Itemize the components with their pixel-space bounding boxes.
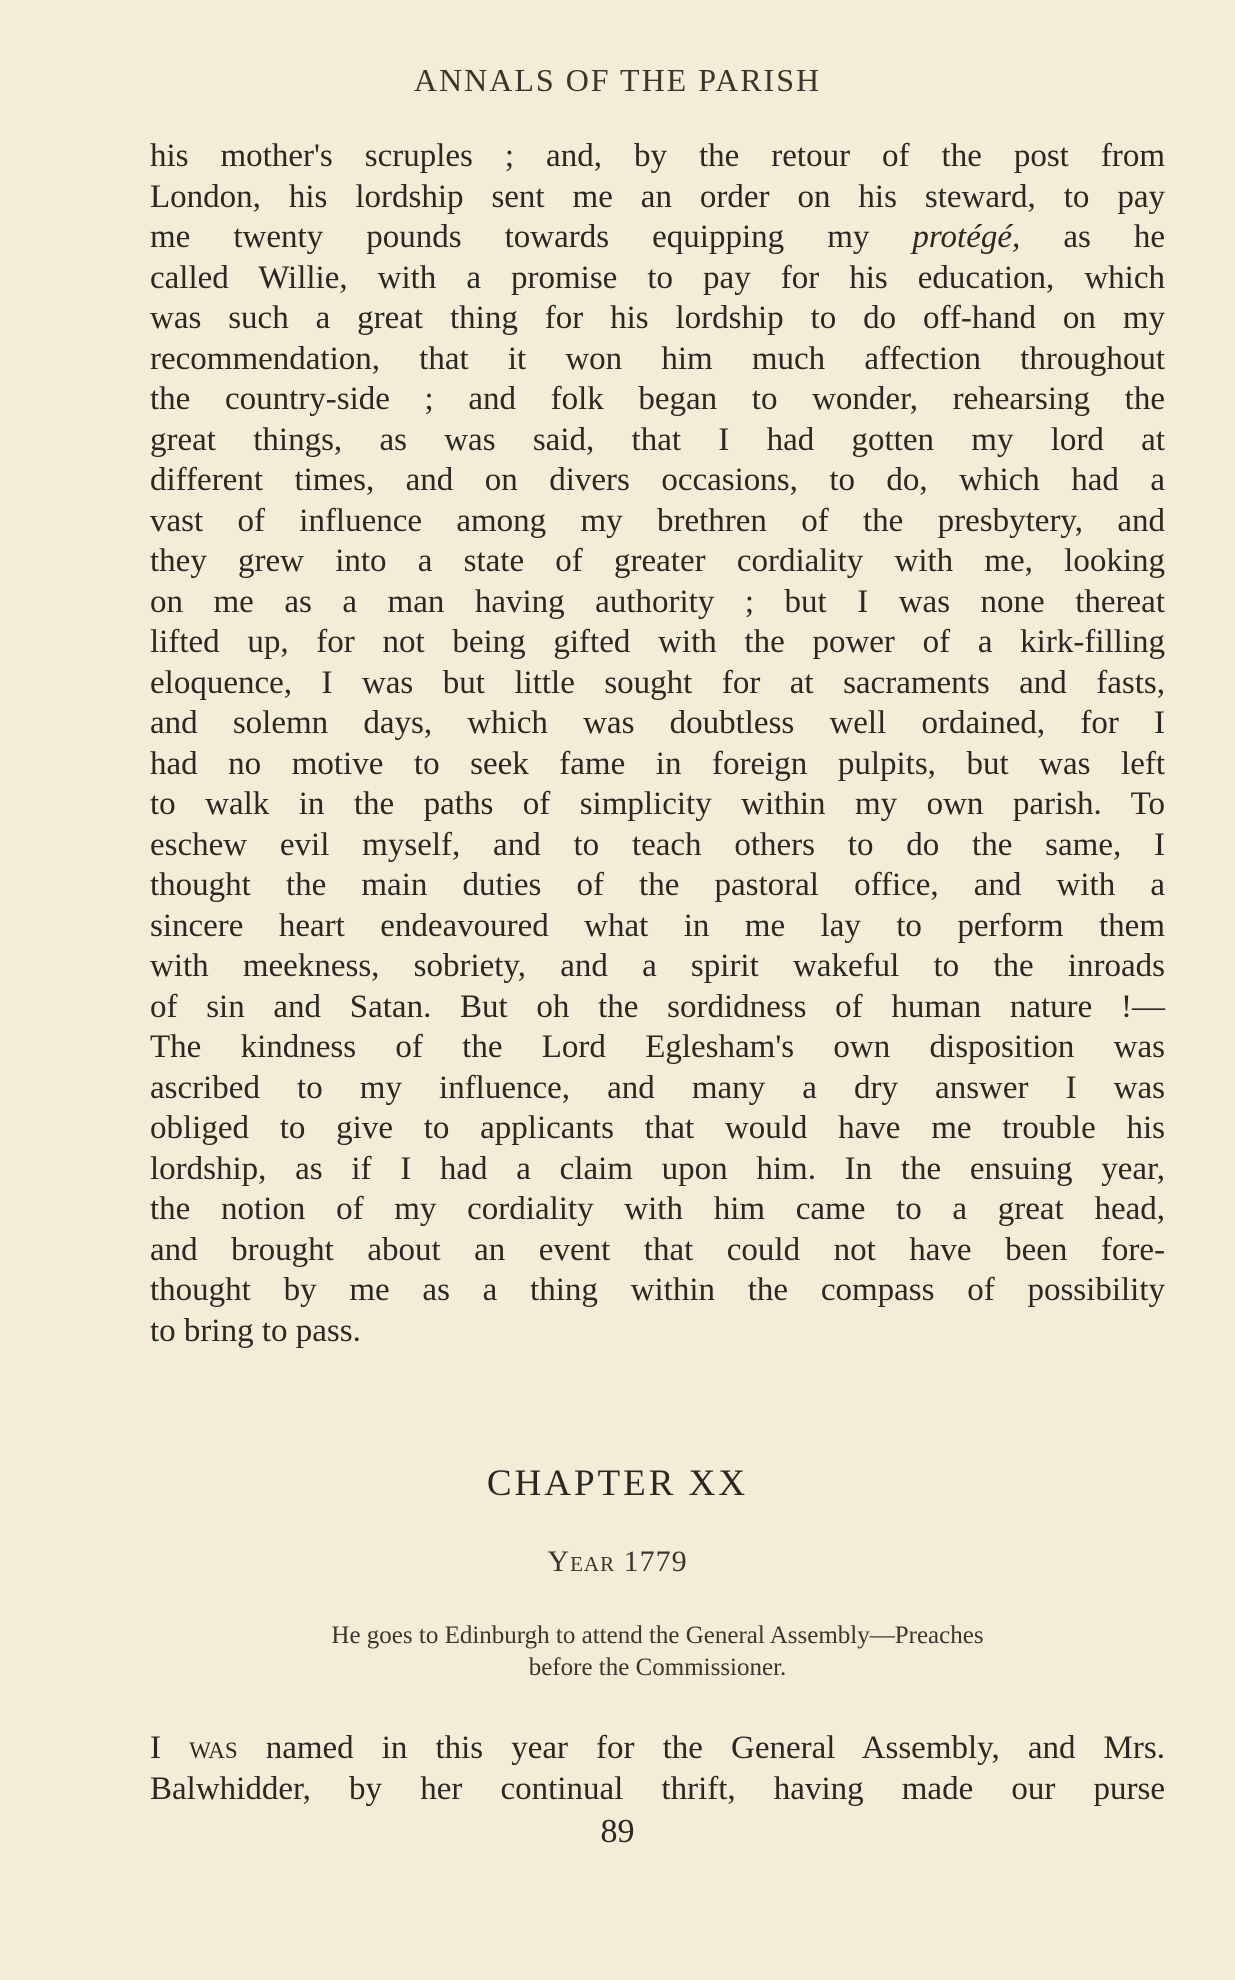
body-text [150, 136, 1165, 1351]
italic-word: protégé, [912, 219, 1021, 255]
text-line: to bring to pass. [150, 1312, 361, 1349]
text-line: and solemn days, which was doubtless well ordained, for I [150, 705, 1165, 741]
text-line: obliged to give to applicants that would have me trouble his [150, 1110, 1165, 1146]
text-line: his mother's scruples ; and, by the retour of the post from [150, 138, 1165, 174]
text-line: the notion of my cordiality with him came to a great head, [150, 1191, 1165, 1227]
text-line: recommendation, that it won him much affection throughout [150, 340, 1165, 377]
page-number: 89 [600, 1813, 635, 1850]
text-line: they grew into a state of greater cordiality with me, looking [150, 543, 1165, 579]
text-line: with meekness, sobriety, and a spirit wakeful to the inroads [150, 948, 1165, 984]
chapter-synopsis [150, 1620, 1165, 1684]
text-line: vast of influence among my brethren of the presbytery, and [150, 502, 1165, 539]
text-line: eloquence, I was but little sought for at sacraments and fasts, [150, 664, 1165, 701]
running-head: ANNALS OF THE PARISH [413, 62, 822, 98]
text-line: of sin and Satan. But oh the sordidness of human nature !— [150, 988, 1165, 1025]
drop-word: I [150, 1730, 190, 1766]
text-line: The kindness of the Lord Eglesham's own disposition was [150, 1029, 1165, 1065]
text-line: sincere heart endeavoured what in me lay to perform them [150, 907, 1165, 944]
text-line: eschew evil myself, and to teach others to do the same, I [150, 826, 1165, 863]
text-line: lordship, as if I had a claim upon him. In the ensuing year, [150, 1150, 1165, 1187]
text-line: on me as a man having authority ; but I was none thereat [150, 583, 1165, 620]
text-line: great things, as was said, that I had gotten my lord at [150, 421, 1165, 458]
text-line-rest: named in this year for the General Assembly, and Mrs. [237, 1730, 1165, 1766]
text-line: thought by me as a thing within the compass of possibility [150, 1272, 1165, 1308]
text-line [150, 1728, 1165, 1769]
text-line: the country-side ; and folk began to wonder, rehearsing the [150, 381, 1165, 417]
chapter-year [0, 1545, 1235, 1579]
text-line: was such a great thing for his lordship to do off-hand on my [150, 300, 1165, 336]
text-line: thought the main duties of the pastoral office, and with a [150, 867, 1165, 903]
synopsis-line: He goes to Edinburgh to attend the General Assembly—Preaches [331, 1622, 984, 1649]
text-line: lifted up, for not being gifted with the power of a kirk-filling [150, 624, 1165, 660]
chapter-opening-text [150, 1728, 1165, 1809]
text-line: called Willie, with a promise to pay for his education, which [150, 259, 1165, 296]
text-line: different times, and on divers occasions, to do, which had a [150, 462, 1165, 498]
text-line: ascribed to my influence, and many a dry answer I was [150, 1069, 1165, 1106]
small-caps-word: was [189, 1730, 238, 1766]
text-line: Balwhidder, by her continual thrift, having made our purse [150, 1770, 1165, 1807]
chapter-title: CHAPTER XX [486, 1463, 749, 1504]
text-line: London, his lordship sent me an order on his steward, to pay [150, 178, 1165, 215]
text-line: to walk in the paths of simplicity within my own parish. To [150, 786, 1165, 822]
year-number: 1779 [623, 1545, 688, 1578]
text-line: me twenty pounds towards equipping my protégé, as he [150, 219, 1166, 255]
synopsis-line: before the Commissioner. [528, 1654, 787, 1681]
year-label: Year [547, 1545, 616, 1578]
text-line: had no motive to seek fame in foreign pulpits, but was left [150, 745, 1165, 782]
text-line: and brought about an event that could not have been fore- [150, 1231, 1165, 1268]
